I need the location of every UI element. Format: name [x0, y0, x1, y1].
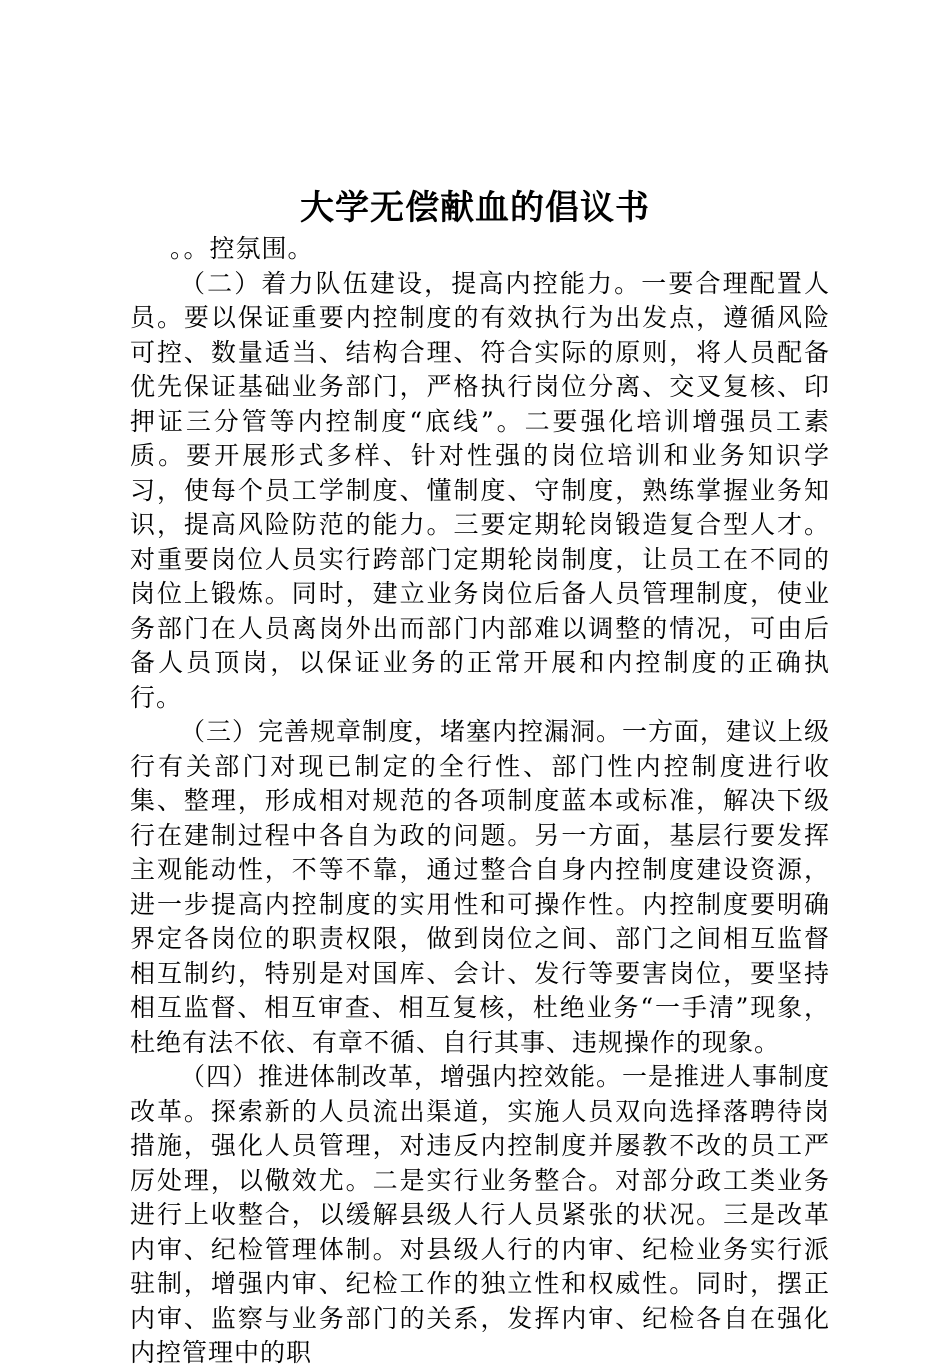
paragraph-reform: （四）推进体制改革，增强内控效能。一是推进人事制度改革。探索新的人员流出渠道，实施人员双向选择落聘待岗措施，强化人员管理，对违反内控制度并屡教不改的员工严厉处理，以儆效尤。二是实行业务整合。对部分政工类业务进行上收整合，以缓解县级人行人员紧张的状况。三是改革内审、纪检管理体制。对县级人行的内审、纪检业务实行派驻制，增强内审、纪检工作的独立性和权威性。同时，摆正内审、监察与业务部门的关系，发挥内审、纪检各自在强化内控管理中的职 — [130, 1062, 831, 1367]
document-body — [130, 232, 830, 1371]
paragraph-fragment: 。。控氛围。 — [170, 234, 314, 263]
document-title: 大学无偿献血的倡议书 — [300, 188, 650, 228]
paragraph-team-building: （二）着力队伍建设，提高内控能力。一要合理配置人员。要以保证重要内控制度的有效执行为出发点，遵循风险可控、数量适当、结构合理、符合实际的原则，将人员配备优先保证基础业务部门，严格执行岗位分离、交叉复核、印押证三分管等内控制度“底线”。二要强化培训增强员工素质。要开展形式多样、针对性强的岗位培训和业务知识学习，使每个员工学制度、懂制度、守制度，熟练掌握业务知识，提高风险防范的能力。三要定期轮岗锻造复合型人才。对重要岗位人员实行跨部门定期轮岗制度，让员工在不同的岗位上锻炼。同时，建立业务岗位后备人员管理制度，使业务部门在人员离岗外出而部门内部难以调整的情况，可由后备人员顶岗，以保证业务的正常开展和内控制度的正确执行。 — [130, 268, 830, 712]
paragraph-rules: （三）完善规章制度，堵塞内控漏洞。一方面，建议上级行有关部门对现已制定的全行性、部门性内控制度进行收集、整理，形成相对规范的各项制度蓝本或标准，解决下级行在建制过程中各自为政的问题。另一方面，基层行要发挥主观能动性，不等不靠，通过整合自身内控制度建设资源，进一步提高内控制度的实用性和可操作性。内控制度要明确界定各岗位的职责权限，做到岗位之间、部门之间相互监督相互制约，特别是对国库、会计、发行等要害岗位，要坚持相互监督、相互审查、相互复核，杜绝业务“一手清”现象，杜绝有法不依、有章不循、自行其事、违规操作的现象。 — [130, 717, 831, 1057]
